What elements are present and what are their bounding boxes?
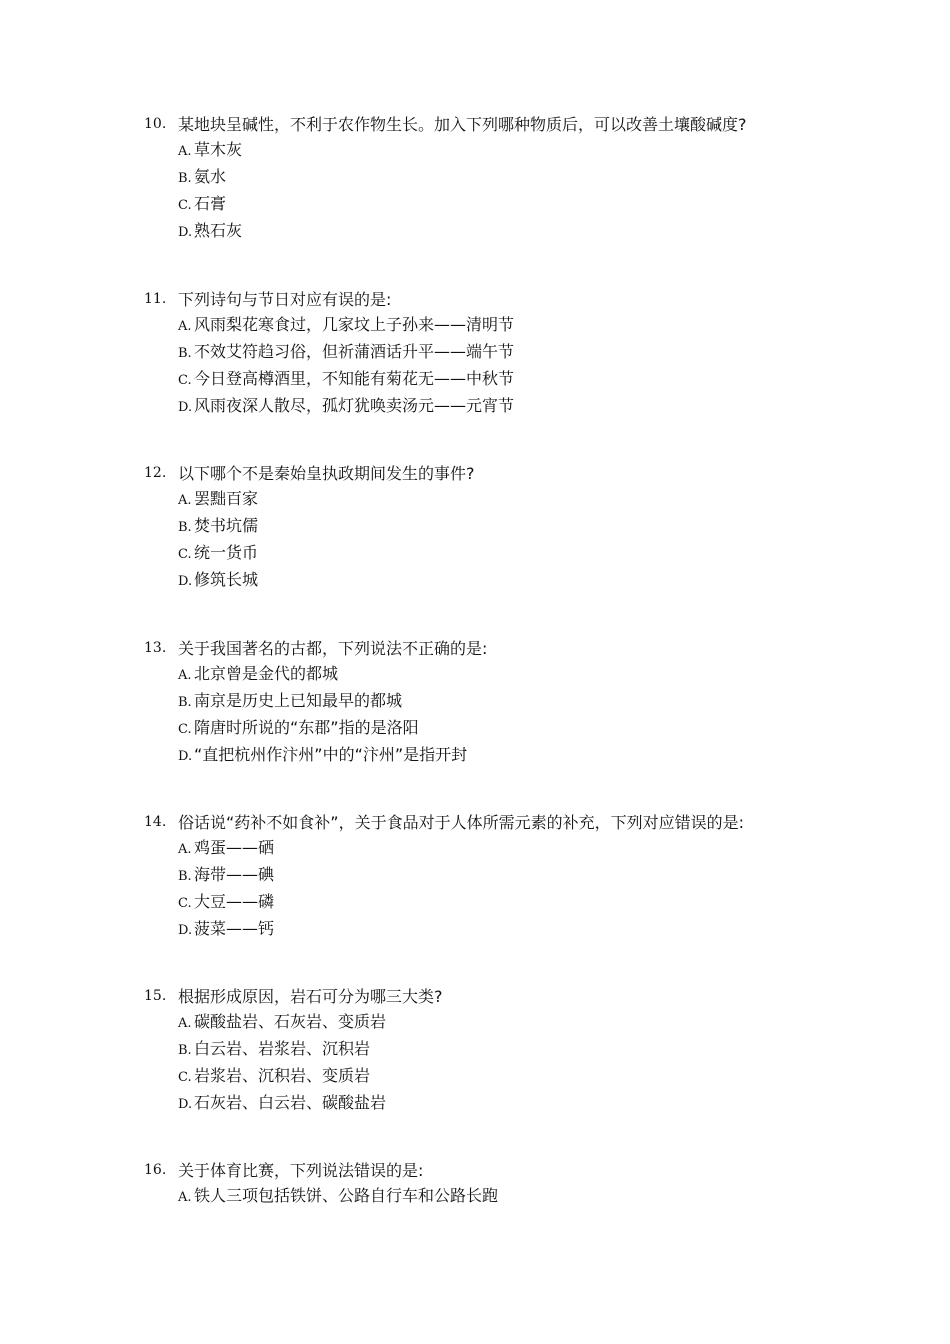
question-text: 关于我国著名的古都，下列说法不正确的是: xyxy=(178,639,488,658)
option-text: 风雨梨花寒食过，几家坟上子孙来——清明节 xyxy=(194,315,515,334)
question-number: 16. xyxy=(144,1162,167,1178)
option-text: 白云岩、岩浆岩、沉积岩 xyxy=(194,1039,371,1058)
question-text: 下列诗句与节日对应有误的是: xyxy=(178,290,392,309)
question-text: 俗话说“药补不如食补”，关于食品对于人体所需元素的补充，下列对应错误的是: xyxy=(178,813,744,832)
option-text: 海带——碘 xyxy=(194,865,275,884)
option-d xyxy=(178,567,475,594)
option-letter: A. xyxy=(178,842,192,857)
question-text: 关于体育比赛，下列说法错误的是: xyxy=(178,1161,424,1180)
option-letter: A. xyxy=(178,319,192,334)
option-a xyxy=(178,1009,443,1036)
question-12 xyxy=(144,461,475,594)
option-text: 草木灰 xyxy=(194,140,243,159)
option-letter: C. xyxy=(178,373,192,388)
question-number: 12. xyxy=(144,465,167,481)
option-text: 菠菜——钙 xyxy=(194,919,275,938)
option-text: 大豆——磷 xyxy=(194,892,275,911)
option-letter: C. xyxy=(178,896,192,911)
question-text: 某地块呈碱性，不利于农作物生长。加入下列哪种物质后，可以改善土壤酸碱度? xyxy=(178,115,747,134)
option-text: “直把杭州作汴州”中的“汴州”是指开封 xyxy=(194,745,468,764)
option-text: 岩浆岩、沉积岩、变质岩 xyxy=(194,1066,371,1085)
question-14 xyxy=(144,810,744,943)
option-letter: B. xyxy=(178,346,192,361)
question-number: 14. xyxy=(144,814,167,830)
option-letter: C. xyxy=(178,547,192,562)
question-number: 10. xyxy=(144,116,167,132)
option-text: 北京曾是金代的都城 xyxy=(194,664,339,683)
question-stem xyxy=(144,461,475,486)
option-text: 碳酸盐岩、石灰岩、变质岩 xyxy=(194,1012,387,1031)
option-text: 石膏 xyxy=(194,194,227,213)
option-a xyxy=(178,137,747,164)
question-stem xyxy=(144,984,443,1009)
question-number: 15. xyxy=(144,988,167,1004)
option-b xyxy=(178,164,747,191)
option-letter: B. xyxy=(178,171,192,186)
option-letter: A. xyxy=(178,1016,192,1031)
question-stem xyxy=(144,1158,498,1183)
option-letter: D. xyxy=(178,923,193,938)
option-letter: B. xyxy=(178,1043,192,1058)
option-b xyxy=(178,688,487,715)
question-number: 11. xyxy=(144,291,167,307)
question-15 xyxy=(144,984,443,1117)
option-letter: C. xyxy=(178,722,192,737)
option-letter: B. xyxy=(178,520,192,535)
option-b xyxy=(178,513,475,540)
option-c xyxy=(178,715,487,742)
option-text: 鸡蛋——硒 xyxy=(194,838,275,857)
option-b xyxy=(178,1036,443,1063)
option-b xyxy=(178,339,514,366)
option-letter: D. xyxy=(178,400,193,415)
option-letter: B. xyxy=(178,869,192,884)
option-text: 风雨夜深人散尽，孤灯犹唤卖汤元——元宵节 xyxy=(194,396,515,415)
option-d xyxy=(178,393,514,420)
option-text: 南京是历史上已知最早的都城 xyxy=(194,691,403,710)
option-letter: A. xyxy=(178,668,192,683)
option-c xyxy=(178,889,744,916)
option-a xyxy=(178,835,744,862)
question-stem xyxy=(144,810,744,835)
option-text: 统一货币 xyxy=(194,543,259,562)
option-text: 今日登高樽酒里，不知能有菊花无——中秋节 xyxy=(194,369,515,388)
option-d xyxy=(178,916,744,943)
option-text: 石灰岩、白云岩、碳酸盐岩 xyxy=(194,1093,387,1112)
option-d xyxy=(178,218,747,245)
option-text: 隋唐时所说的“东郡”指的是洛阳 xyxy=(194,718,419,737)
option-c xyxy=(178,366,514,393)
option-letter: D. xyxy=(178,1097,193,1112)
option-c xyxy=(178,540,475,567)
question-16 xyxy=(144,1158,498,1210)
question-number: 13. xyxy=(144,640,167,656)
option-letter: D. xyxy=(178,225,193,240)
question-11 xyxy=(144,287,514,420)
option-c xyxy=(178,191,747,218)
option-letter: A. xyxy=(178,493,192,508)
option-a xyxy=(178,661,487,688)
option-a xyxy=(178,1183,498,1210)
option-letter: A. xyxy=(178,144,192,159)
option-letter: B. xyxy=(178,695,192,710)
option-letter: D. xyxy=(178,574,193,589)
option-letter: D. xyxy=(178,749,193,764)
option-text: 铁人三项包括铁饼、公路自行车和公路长跑 xyxy=(194,1186,499,1205)
option-letter: A. xyxy=(178,1190,192,1205)
question-stem xyxy=(144,636,487,661)
option-text: 修筑长城 xyxy=(194,570,259,589)
option-text: 罢黜百家 xyxy=(194,489,259,508)
option-a xyxy=(178,486,475,513)
option-a xyxy=(178,312,514,339)
option-d xyxy=(178,742,487,769)
option-d xyxy=(178,1090,443,1117)
question-10 xyxy=(144,112,747,245)
option-text: 熟石灰 xyxy=(194,221,243,240)
option-text: 氨水 xyxy=(194,167,227,186)
option-c xyxy=(178,1063,443,1090)
question-13 xyxy=(144,636,487,769)
question-text: 根据形成原因，岩石可分为哪三大类? xyxy=(178,987,443,1006)
option-text: 不效艾符趋习俗，但祈蒲酒话升平——端午节 xyxy=(194,342,515,361)
option-b xyxy=(178,862,744,889)
option-letter: C. xyxy=(178,198,192,213)
question-text: 以下哪个不是秦始皇执政期间发生的事件? xyxy=(178,464,475,483)
question-stem xyxy=(144,287,514,312)
option-letter: C. xyxy=(178,1070,192,1085)
option-text: 焚书坑儒 xyxy=(194,516,259,535)
question-stem xyxy=(144,112,747,137)
